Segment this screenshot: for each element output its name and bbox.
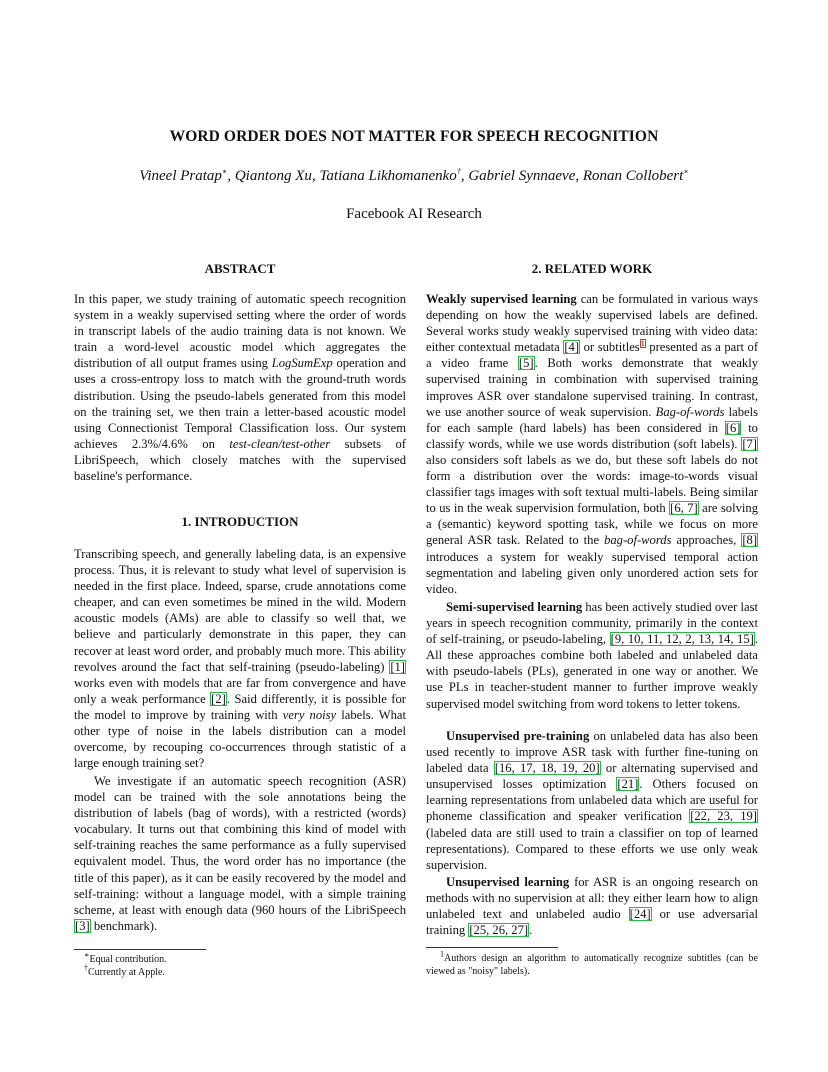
author-mark: ∗ <box>221 167 228 176</box>
author-name: Ronan Collobert <box>582 168 684 184</box>
citation-link[interactable]: [1] <box>390 659 405 674</box>
footnote-subtitles: $^1$Authors design an algorithm to automatically recognize subtitles (can be viewed as "noisy" labels). <box>426 949 758 977</box>
citation-link[interactable]: [21] <box>617 777 639 792</box>
footnote-link[interactable]: 1 <box>640 339 645 349</box>
citation-link[interactable]: [6] <box>725 420 741 435</box>
related-paragraph-semi: Semi-supervised learning has been actively studied over last years in speech recognition community, primarily in the context of self-training, or pseudo-labeling, [9, 10, 11, 12, 2, 13, 14, 15]. All these approaches combine both labeled and unlabeled data with pseudo-labels (PLs), generated in one way or another. We use PLs in teacher-student manner to further improve weakly supervised model switching from word tokens to letter tokens. <box>426 600 758 711</box>
affiliation: Facebook AI Research <box>346 206 482 222</box>
citation-link[interactable]: [6, 7] <box>670 501 698 516</box>
footnote-divider <box>426 947 558 948</box>
citation-link[interactable]: [4] <box>564 340 580 355</box>
author-name: Qiantong Xu <box>234 168 312 184</box>
citation-link[interactable]: [22, 23, 19] <box>690 809 758 824</box>
citation-link[interactable]: [9, 10, 11, 12, 2, 13, 14, 15] <box>610 632 754 647</box>
footnote-divider <box>74 949 206 950</box>
author-name: Gabriel Synnaeve <box>468 168 576 184</box>
related-paragraph-weakly: Weakly supervised learning can be formulated in various ways depending on how the weakly supervised labels are defined. Several works study weakly supervised training with video data: either contextual metadata [4] or subtitles$^1$ presented as a part of a video frame [5]. Both works demonstrate that weakly supervised training in combination with supervised training improves ASR over standalone supervised training. In contrast, we use another source of weak supervision. Bag-of-words labels for each sample (hard labels) has been considered in [6] to classify words, while we use words distribution (soft labels). [7] also considers soft labels as we do, but these soft labels do not form a distribution over the words: image-to-words visual classifier tags images with soft textual multi-labels. Being similar to us in the weak supervision formulation, both [6, 7] are solving a (semantic) keyword spotting task, while we focus on more general ASR task. Related to the bag-of-words approaches, [8] introduces a system for weakly supervised temporal action segmentation and labeling given only unordered action sets for video. <box>426 292 759 596</box>
citation-link[interactable]: [5] <box>518 356 534 371</box>
footnote-apple: †Currently at Apple. <box>84 963 165 978</box>
citation-link[interactable]: [8] <box>742 533 758 548</box>
related-paragraph-pretraining: Unsupervised pre-training on unlabeled data has also been used recently to improve ASR task with further fine-tuning on labeled data [16, 17, 18, 19, 20] or alternating supervised and unsupervised losses optimization [21]. Others focused on learning representations from unlabeled data which are useful for phoneme classification and speaker verification [22, 23, 19] (labeled data are still used to train a classifier on top of learned representations). Compared to these efforts we use only weak supervision. <box>426 729 758 872</box>
citation-link[interactable]: [7] <box>742 436 757 451</box>
math-logsumexp: LogSumExp <box>271 356 333 371</box>
footnote-equal-contribution: ∗Equal contribution. <box>84 950 167 965</box>
citation-link[interactable]: [25, 26, 27] <box>469 923 529 938</box>
related-paragraph-unsupervised: Unsupervised learning for ASR is an ongoing research on methods with no supervision at all: they either learn how to align unlabeled text and unlabeled audio [24] or use adversarial training [25, 26, 27]. <box>426 875 759 938</box>
intro-paragraph-1: Transcribing speech, and generally labeling data, is an expensive process. Thus, it is relevant to study what level of supervision is needed in the first place. Indeed, sparse, crude annotations come cheaper, and can even sometimes be mined in the wild. Modern acoustic models (AMs) are able to classify so well that, we believe and particularly demonstrate in this paper, they can recover at least word order, and probably much more. This ability revolves around the fact that self-training (pseudo-labeling) [1] works even with models that are far from convergence and have only a weak performance [2]. Said differently, it is possible for the model to improve by training with very noisy labels. What other type of noise in the labels distribution can a model overcome, by recouping co-occurrences through statistic of a large enough training set? <box>74 547 406 771</box>
author-list: Vineel Pratap∗, Qiantong Xu, Tatiana Likhomanenko†, Gabriel Synnaeve, Ronan Collobert∗ <box>139 167 689 184</box>
author-name: Tatiana Likhomanenko <box>319 168 457 184</box>
author-name: Vineel Pratap <box>139 168 222 184</box>
paper-title: WORD ORDER DOES NOT MATTER FOR SPEECH RECOGNITION <box>169 128 659 145</box>
citation-link[interactable]: [16, 17, 18, 19, 20] <box>494 761 600 776</box>
introduction-heading: 1. INTRODUCTION <box>181 514 299 529</box>
related-work-heading: 2. RELATED WORK <box>531 261 653 276</box>
intro-paragraph-2: We investigate if an automatic speech recognition (ASR) model can be trained with the sole annotations being the distribution of labels (bag of words), with a restricted (words) vocabulary. It turns out that combining this kind of model with self-training reaches the same performance as a fully supervised equivalent model. Thus, the word order has no importance (the title of this paper), as it can be easily recovered by the model and self-training: without a language model, with a simple training scheme, at least with enough data (960 hours of the LibriSpeech [3] benchmark). <box>74 774 406 933</box>
citation-link[interactable]: [24] <box>629 907 651 922</box>
author-mark: ∗ <box>683 167 689 176</box>
abstract-heading: ABSTRACT <box>204 261 276 276</box>
citation-link[interactable]: [3] <box>75 918 90 933</box>
abstract-text: In this paper, we study training of automatic speech recognition system in a weakly supervised setting where the order of words in transcript labels of the audio training data is not known. We train a word-level acoustic model which aggregates the distribution of all output frames using LogSumExp operation and uses a cross-entropy loss to match with the ground-truth words distribution. Using the pseudo-labels generated from this model on the training set, we then train a letter-based acoustic model using Connectionist Temporal Classification loss. Our system achieves 2.3%/4.6% on test-clean/test-other subsets of LibriSpeech, which closely matches with the supervised baseline's performance. <box>74 292 406 484</box>
author-mark: † <box>456 167 461 176</box>
citation-link[interactable]: [2] <box>211 691 226 706</box>
